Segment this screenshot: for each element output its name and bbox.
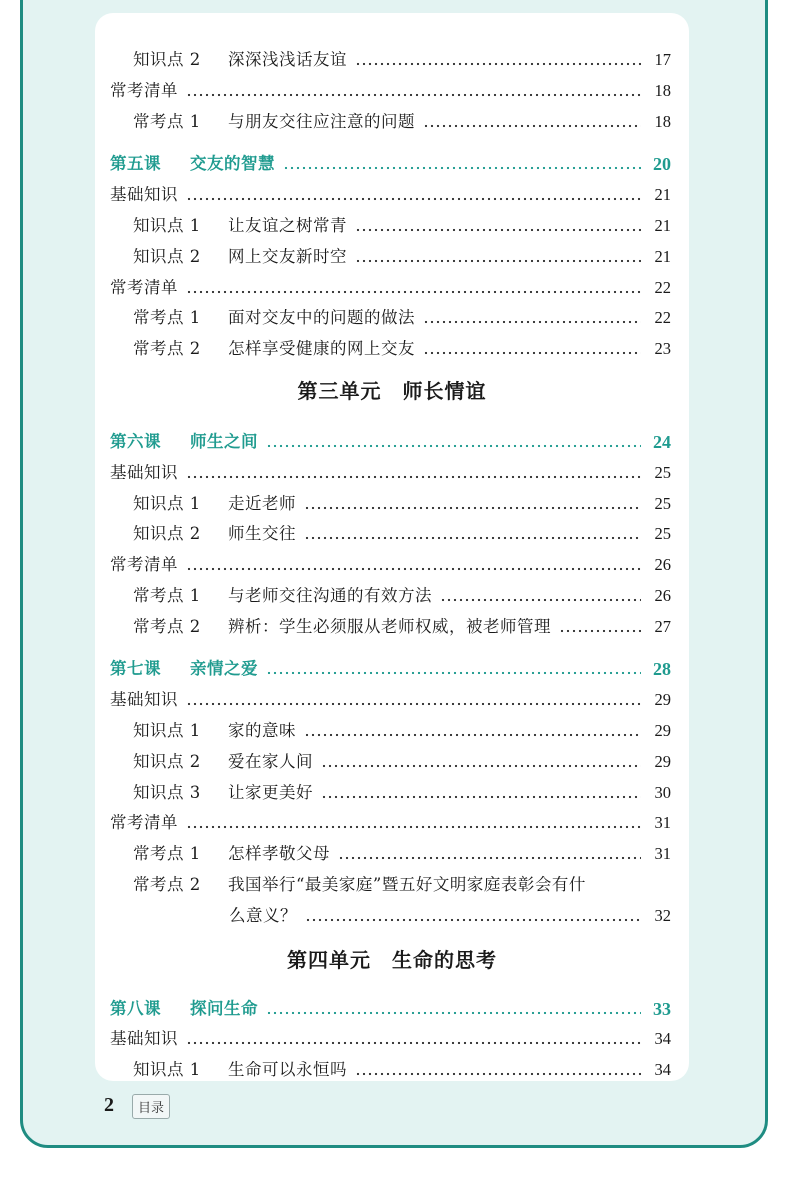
page-number: 18 (654, 112, 671, 131)
leader-dots (266, 429, 641, 455)
toc-entry[interactable] (95, 1057, 689, 1083)
page-number: 21 (654, 216, 671, 235)
entry-title: 我国举行“最美家庭”暨五好文明家庭表彰会有什 (228, 875, 586, 894)
entry-title: 常考清单 (110, 555, 178, 574)
toc-lesson[interactable] (95, 656, 689, 682)
leader-dots (304, 718, 641, 744)
lesson-key: 第八课 (110, 999, 161, 1018)
toc-entry[interactable] (95, 1026, 689, 1052)
entry-title: 与老师交往沟通的有效方法 (228, 586, 432, 605)
toc-entry[interactable] (95, 182, 689, 208)
toc-entry[interactable] (95, 614, 689, 640)
toc-entry[interactable] (95, 749, 689, 775)
toc-entry[interactable] (95, 718, 689, 744)
toc-entry[interactable] (95, 780, 689, 806)
page-number: 26 (654, 555, 671, 574)
lesson-title: 亲情之爱 (190, 659, 258, 678)
entry-key: 常考点 2 (133, 617, 201, 636)
page-number: 31 (654, 844, 671, 863)
toc-entry[interactable] (95, 552, 689, 578)
entry-title: 让友谊之树常青 (228, 216, 347, 235)
page-number: 21 (654, 247, 671, 266)
entry-title: 生命可以永恒吗 (228, 1060, 347, 1079)
leader-dots (305, 903, 641, 929)
leader-dots (186, 275, 641, 301)
entry-title-continued: 么意义？ (229, 906, 297, 925)
lesson-title: 师生之间 (190, 432, 258, 451)
entry-title: 基础知识 (110, 463, 178, 482)
leader-dots (304, 521, 641, 547)
toc-entry[interactable] (95, 336, 689, 362)
lesson-key: 第六课 (110, 432, 161, 451)
page-number: 30 (654, 783, 671, 802)
entry-title: 爱在家人间 (228, 752, 313, 771)
entry-title: 常考清单 (110, 278, 178, 297)
page-number: 22 (654, 278, 671, 297)
page-number: 26 (654, 586, 671, 605)
toc-entry[interactable] (95, 810, 689, 836)
entry-title: 让家更美好 (228, 783, 313, 802)
leader-dots (321, 749, 641, 775)
leader-dots (186, 687, 641, 713)
leader-dots (423, 305, 641, 331)
entry-key: 知识点 2 (133, 247, 201, 266)
page-number: 29 (654, 721, 671, 740)
leader-dots (186, 460, 641, 486)
toc-entry[interactable] (95, 521, 689, 547)
entry-key: 知识点 2 (133, 50, 201, 69)
entry-title: 深深浅浅话友谊 (228, 50, 347, 69)
leader-dots (266, 996, 641, 1022)
leader-dots (266, 656, 641, 682)
page-number: 20 (653, 154, 671, 174)
lesson-key: 第七课 (110, 659, 161, 678)
leader-dots (304, 491, 641, 517)
entry-key: 常考点 1 (133, 112, 201, 131)
unit-heading: 第四单元 生命的思考 (287, 948, 497, 972)
page-number: 29 (654, 752, 671, 771)
leader-dots (355, 244, 641, 270)
page-number: 31 (654, 813, 671, 832)
leader-dots (283, 151, 641, 177)
entry-key: 知识点 1 (133, 721, 201, 740)
leader-dots (186, 1026, 641, 1052)
entry-key: 常考点 1 (133, 844, 201, 863)
page-number: 34 (654, 1029, 671, 1048)
page-number: 33 (653, 999, 671, 1019)
leader-dots (186, 182, 641, 208)
page-number: 28 (653, 659, 671, 679)
leader-dots (321, 780, 641, 806)
footer-label: 目录 (132, 1094, 170, 1119)
leader-dots (186, 810, 641, 836)
entry-title: 常考清单 (110, 813, 178, 832)
leader-dots (186, 552, 641, 578)
page-number: 24 (653, 432, 671, 452)
footer-page-number: 2 (104, 1094, 114, 1116)
toc-entry[interactable] (95, 47, 689, 73)
page-number: 17 (654, 50, 671, 69)
lesson-title: 交友的智慧 (190, 154, 275, 173)
page-number: 18 (654, 81, 671, 100)
leader-dots (355, 47, 641, 73)
toc-lesson[interactable] (95, 151, 689, 177)
leader-dots (559, 614, 641, 640)
page-number: 22 (654, 308, 671, 327)
entry-key: 常考点 1 (133, 586, 201, 605)
entry-key: 知识点 3 (133, 783, 201, 802)
entry-key: 常考点 2 (133, 339, 201, 358)
toc-entry[interactable] (95, 213, 689, 239)
entry-title: 基础知识 (110, 690, 178, 709)
entry-title: 怎样孝敬父母 (228, 844, 330, 863)
leader-dots (338, 841, 641, 867)
page-number: 29 (654, 690, 671, 709)
leader-dots (186, 78, 641, 104)
entry-title: 常考清单 (110, 81, 178, 100)
lesson-title: 探问生命 (190, 999, 258, 1018)
entry-title: 基础知识 (110, 1029, 178, 1048)
entry-key: 知识点 1 (133, 494, 201, 513)
page-number: 21 (654, 185, 671, 204)
entry-title: 怎样享受健康的网上交友 (228, 339, 415, 358)
entry-key: 常考点 2 (133, 875, 201, 894)
entry-title: 网上交友新时空 (228, 247, 347, 266)
entry-title: 师生交往 (228, 524, 296, 543)
toc-entry[interactable] (95, 244, 689, 270)
toc-entry[interactable] (95, 583, 689, 609)
page-number: 25 (654, 524, 671, 543)
lesson-key: 第五课 (110, 154, 161, 173)
toc-lesson[interactable] (95, 429, 689, 455)
toc-entry[interactable] (95, 687, 689, 713)
toc-entry[interactable] (95, 491, 689, 517)
toc-lesson[interactable] (95, 996, 689, 1022)
entry-title: 辨析：学生必须服从老师权威，被老师管理 (228, 617, 551, 636)
entry-key: 知识点 2 (133, 524, 201, 543)
leader-dots (355, 213, 641, 239)
page-number: 23 (654, 339, 671, 358)
toc-entry-line2[interactable] (95, 903, 689, 929)
toc-entry[interactable] (95, 305, 689, 331)
leader-dots (440, 583, 641, 609)
toc-entry[interactable] (95, 109, 689, 135)
entry-key: 知识点 1 (133, 1060, 201, 1079)
toc-entry[interactable] (95, 78, 689, 104)
toc-entry[interactable] (95, 275, 689, 301)
toc-entry[interactable] (95, 841, 689, 867)
entry-key: 常考点 1 (133, 308, 201, 327)
entry-title: 与朋友交往应注意的问题 (228, 112, 415, 131)
page-number: 34 (654, 1060, 671, 1079)
toc-entry-line1[interactable] (95, 872, 689, 898)
leader-dots (355, 1057, 641, 1083)
toc-entry[interactable] (95, 460, 689, 486)
entry-title: 面对交友中的问题的做法 (228, 308, 415, 327)
leader-dots (423, 336, 641, 362)
entry-key: 知识点 1 (133, 216, 201, 235)
unit-heading: 第三单元 师长情谊 (297, 379, 487, 403)
entry-title: 家的意味 (228, 721, 296, 740)
toc-card (95, 13, 689, 1081)
page-number: 25 (654, 494, 671, 513)
leader-dots (423, 109, 641, 135)
page-number: 27 (654, 617, 671, 636)
entry-key: 知识点 2 (133, 752, 201, 771)
entry-title: 走近老师 (228, 494, 296, 513)
page-number: 25 (654, 463, 671, 482)
entry-title: 基础知识 (110, 185, 178, 204)
page-number: 32 (654, 906, 671, 925)
